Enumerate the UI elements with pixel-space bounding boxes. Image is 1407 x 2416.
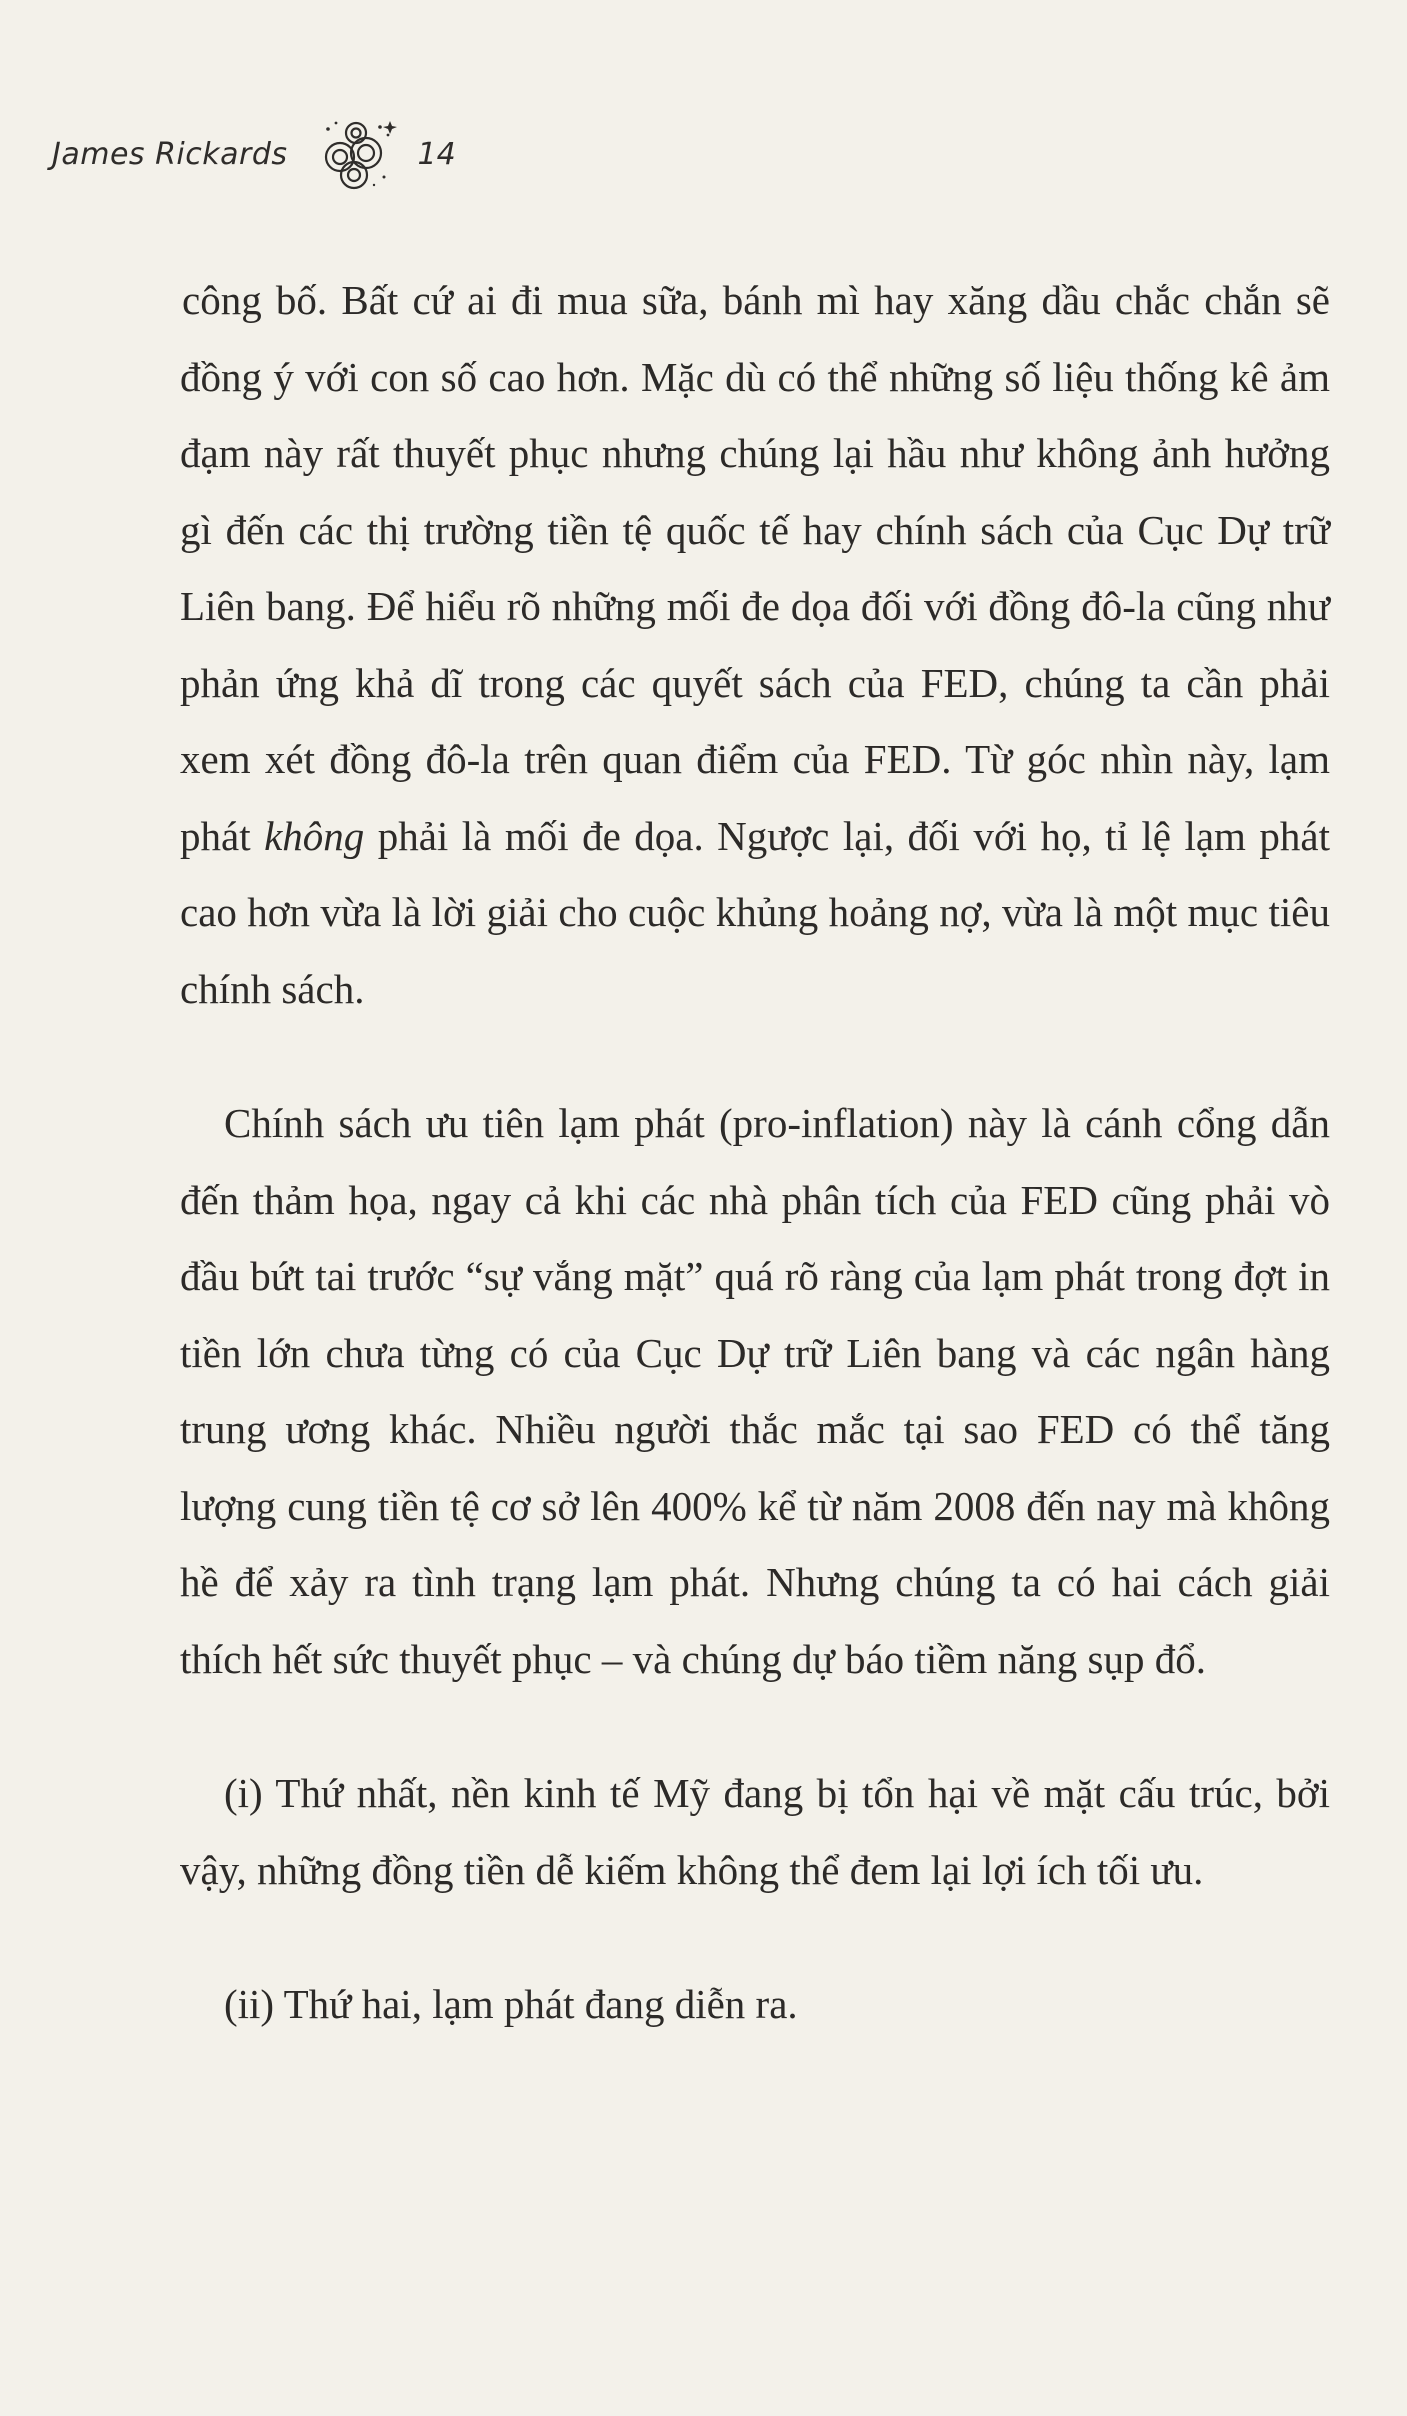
paragraph-1-text-end: phải là mối đe dọa. Ngược lại, đối với họ, tỉ lệ lạm phát cao hơn vừa là lời giải cho cuộc khủng hoảng nợ, vừa là một mục tiêu chính sách. — [180, 812, 1330, 1012]
paragraph-2: Chính sách ưu tiên lạm phát (pro-inflation) này là cánh cổng dẫn đến thảm họa, ngay cả khi các nhà phân tích của FED cũng phải vò đầu bứt tai trước “sự vắng mặt” quá rõ ràng của lạm phát trong đợt in tiền lớn chưa từng có của Cục Dự trữ Liên bang và các ngân hàng trung ương khác. Nhiều người thắc mắc tại sao FED có thể tăng lượng cung tiền tệ cơ sở lên 400% kể từ năm 2008 đến nay mà không hề để xảy ra tình trạng lạm phát. Nhưng chúng ta có hai cách giải thích hết sức thuyết phục – và chúng dự báo tiềm năng sụp đổ. — [180, 1100, 1330, 1682]
body-text — [180, 262, 1330, 2043]
running-header — [52, 118, 456, 190]
paragraph-3: (i) Thứ nhất, nền kinh tế Mỹ đang bị tổn hại về mặt cấu trúc, bởi vậy, những đồng tiền dễ kiếm không thể đem lại lợi ích tối ưu. — [180, 1770, 1330, 1893]
coins-cluster-icon — [314, 115, 400, 193]
paragraph-1-emphasis: không — [264, 812, 365, 859]
paragraph-4: (ii) Thứ hai, lạm phát đang diễn ra. — [224, 1981, 798, 2027]
paragraph-1 — [180, 262, 1330, 1027]
author-name: James Rickards — [52, 136, 288, 172]
page-number: 14 — [417, 136, 456, 172]
paragraph-1-text-start: công bố. Bất cứ ai đi mua sữa, bánh mì hay xăng dầu chắc chắn sẽ đồng ý với con số cao hơn. Mặc dù có thể những số liệu thống kê ảm đạm này rất thuyết phục nhưng chúng lại hầu như không ảnh hưởng gì đến các thị trường tiền tệ quốc tế hay chính sách của Cục Dự trữ Liên bang. Để hiểu rõ những mối đe dọa đối với đồng đô-la cũng như phản ứng khả dĩ trong các quyết sách của FED, chúng ta cần phải xem xét đồng đô-la trên quan điểm của FED. Từ góc nhìn này, lạm phát — [180, 277, 1330, 859]
